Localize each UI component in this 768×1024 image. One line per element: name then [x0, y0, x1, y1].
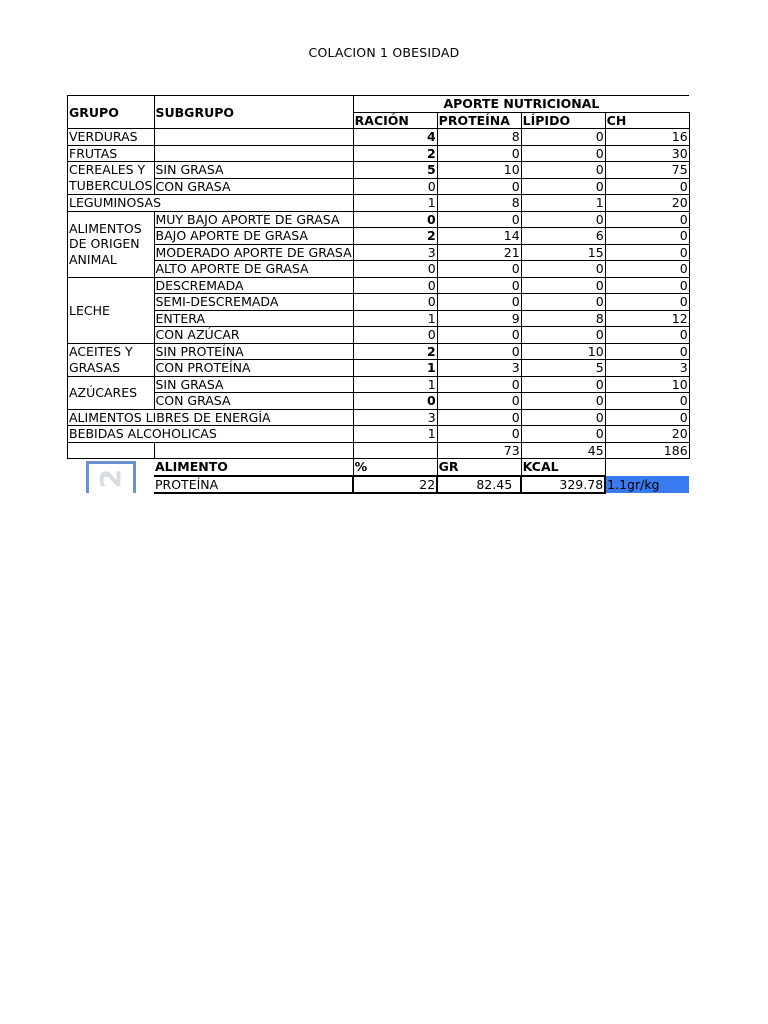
summary-alimento: PROTEÍNA [154, 476, 353, 494]
grupo-cell: FRUTAS [68, 145, 155, 162]
ch-cell: 0 [605, 343, 689, 360]
subgrupo-cell: SIN PROTEÍNA [154, 343, 353, 360]
subgrupo-cell: CON PROTEÍNA [154, 360, 353, 377]
racion-cell: 0 [353, 211, 437, 228]
lipido-cell: 0 [521, 393, 605, 410]
proteina-cell: 0 [437, 145, 521, 162]
racion-cell: 2 [353, 145, 437, 162]
proteina-cell: 0 [437, 178, 521, 195]
lipido-cell: 0 [521, 426, 605, 443]
subgrupo-cell: MUY BAJO APORTE DE GRASA [154, 211, 353, 228]
empty-cell [353, 442, 437, 459]
summary-header-kcal: KCAL [521, 459, 605, 476]
subgrupo-cell [154, 129, 353, 146]
grupo-cell: ACEITES Y GRASAS [68, 343, 155, 376]
grupo-cell: LEGUMINOSAS [68, 195, 354, 212]
header-proteina: PROTEÍNA [437, 112, 521, 129]
grupo-cell: ALIMENTOS DE ORIGEN ANIMAL [68, 211, 155, 277]
proteina-cell: 0 [437, 376, 521, 393]
ch-cell: 30 [605, 145, 689, 162]
table-row [68, 162, 690, 179]
table-row [68, 409, 690, 426]
summary-header-gr: GR [437, 459, 521, 476]
page-title: COLACION 1 OBESIDAD [308, 45, 460, 60]
lipido-cell: 0 [521, 376, 605, 393]
lipido-cell: 0 [521, 277, 605, 294]
ch-cell: 0 [605, 178, 689, 195]
grupo-cell: VERDURAS [68, 129, 155, 146]
racion-cell: 1 [353, 195, 437, 212]
summary-header-pct: % [353, 459, 437, 476]
summary-pct: 22 [353, 476, 437, 494]
subgrupo-cell: MODERADO APORTE DE GRASA [155, 244, 352, 260]
proteina-cell: 0 [437, 393, 521, 410]
lipido-cell: 0 [521, 129, 605, 146]
lipido-cell: 0 [521, 261, 605, 278]
summary-header-row [68, 459, 690, 476]
racion-cell: 0 [353, 277, 437, 294]
ch-cell: 0 [605, 244, 689, 261]
summary-gr: 82.45 [437, 476, 521, 494]
lipido-cell: 0 [521, 327, 605, 344]
subgrupo-cell: CON AZÚCAR [154, 327, 353, 344]
total-proteina: 73 [437, 442, 521, 459]
proteina-cell: 0 [437, 211, 521, 228]
header-lipido: LÍPIDO [521, 112, 605, 129]
table-row [68, 426, 690, 443]
subgrupo-cell: SIN GRASA [154, 376, 353, 393]
header-racion: RACIÓN [353, 112, 437, 129]
header-grupo: GRUPO [68, 96, 155, 129]
table-row [68, 277, 690, 294]
racion-cell: 0 [353, 178, 437, 195]
summary-row [68, 476, 690, 494]
proteina-cell: 0 [437, 409, 521, 426]
empty-cell [154, 442, 353, 459]
header-subgrupo: SUBGRUPO [154, 96, 353, 129]
ch-cell: 0 [605, 327, 689, 344]
table-row [68, 294, 690, 311]
ch-cell: 20 [605, 195, 689, 212]
ch-cell: 20 [605, 426, 689, 443]
subgrupo-cell: DESCREMADA [154, 277, 353, 294]
table-row [68, 327, 690, 344]
proteina-cell: 0 [437, 261, 521, 278]
lipido-cell: 1 [521, 195, 605, 212]
lipido-cell: 0 [521, 294, 605, 311]
table-row [68, 343, 690, 360]
table-row [68, 310, 690, 327]
ch-cell: 0 [605, 393, 689, 410]
summary-kcal: 329.78 [521, 476, 605, 494]
proteina-cell: 3 [437, 360, 521, 377]
table-row [68, 228, 690, 245]
ch-cell: 0 [605, 409, 689, 426]
proteina-cell: 0 [437, 294, 521, 311]
table-row [68, 244, 690, 261]
grupo-cell: LECHE [68, 277, 155, 343]
subgrupo-cell: SIN GRASA [154, 162, 353, 179]
lipido-cell: 6 [521, 228, 605, 245]
lipido-cell: 0 [521, 211, 605, 228]
proteina-cell: 0 [437, 327, 521, 344]
ch-cell: 0 [605, 261, 689, 278]
table-row [68, 145, 690, 162]
proteina-cell: 9 [437, 310, 521, 327]
subgrupo-cell: BAJO APORTE DE GRASA [154, 228, 353, 245]
ch-cell: 0 [605, 277, 689, 294]
racion-cell: 1 [353, 360, 437, 377]
ch-cell: 0 [605, 211, 689, 228]
racion-cell: 4 [353, 129, 437, 146]
racion-cell: 3 [353, 244, 437, 261]
racion-cell: 2 [353, 228, 437, 245]
racion-cell: 0 [353, 393, 437, 410]
racion-cell: 1 [353, 426, 437, 443]
racion-cell: 1 [353, 310, 437, 327]
ch-cell: 10 [605, 376, 689, 393]
table-row [68, 261, 690, 278]
header-row-1 [68, 96, 690, 113]
proteina-cell: 0 [437, 426, 521, 443]
racion-cell: 5 [353, 162, 437, 179]
lipido-cell: 8 [521, 310, 605, 327]
table-row [68, 129, 690, 146]
proteina-cell: 21 [437, 244, 521, 261]
empty-cell [605, 459, 689, 476]
lipido-cell: 0 [521, 178, 605, 195]
subgrupo-cell: CON GRASA [154, 178, 353, 195]
table-row [68, 360, 690, 377]
grupo-cell: BEBIDAS ALCOHOLICAS [68, 426, 354, 443]
subgrupo-cell: ENTERA [154, 310, 353, 327]
grupo-cell: CEREALES Y TUBERCULOS [69, 162, 153, 193]
proteina-cell: 10 [437, 162, 521, 179]
racion-cell: 0 [353, 327, 437, 344]
subgrupo-cell: ALTO APORTE DE GRASA [154, 261, 353, 278]
racion-cell: 1 [353, 376, 437, 393]
totals-row [68, 442, 690, 459]
ch-cell: 0 [605, 294, 689, 311]
racion-cell: 0 [353, 294, 437, 311]
table-row [68, 376, 690, 393]
racion-cell: 3 [353, 409, 437, 426]
ch-cell: 3 [605, 360, 689, 377]
total-lipido: 45 [521, 442, 605, 459]
total-ch: 186 [605, 442, 689, 459]
empty-cell [68, 442, 155, 459]
subgrupo-cell: CON GRASA [154, 393, 353, 410]
table-row [68, 393, 690, 410]
lipido-cell: 10 [521, 343, 605, 360]
summary-header-alimento: ALIMENTO [154, 459, 353, 476]
table-row [68, 211, 690, 228]
racion-cell: 0 [353, 261, 437, 278]
table-row [68, 178, 690, 195]
ch-cell: 12 [605, 310, 689, 327]
subgrupo-cell [154, 145, 353, 162]
lipido-cell: 15 [521, 244, 605, 261]
lipido-cell: 5 [521, 360, 605, 377]
lipido-cell: 0 [521, 162, 605, 179]
lipido-cell: 0 [521, 409, 605, 426]
logo-icon [86, 461, 136, 493]
ch-cell: 75 [605, 162, 689, 179]
subgrupo-cell: SEMI-DESCREMADA [154, 294, 353, 311]
proteina-cell: 8 [437, 195, 521, 212]
proteina-cell: 0 [437, 277, 521, 294]
racion-cell: 2 [353, 343, 437, 360]
header-aporte: APORTE NUTRICIONAL [353, 96, 689, 113]
nutrition-table [67, 95, 690, 494]
proteina-cell: 14 [437, 228, 521, 245]
table-row [68, 195, 690, 212]
header-ch: CH [605, 112, 689, 129]
ch-cell: 16 [605, 129, 689, 146]
logo-glyph: 2 [94, 468, 128, 489]
grupo-cell: AZÚCARES [68, 376, 155, 409]
grupo-cell: ALIMENTOS LIBRES DE ENERGÍA [68, 409, 354, 426]
ch-cell: 0 [605, 228, 689, 245]
summary-note: 1.1gr/kg [605, 476, 689, 494]
proteina-cell: 8 [437, 129, 521, 146]
proteina-cell: 0 [437, 343, 521, 360]
lipido-cell: 0 [521, 145, 605, 162]
